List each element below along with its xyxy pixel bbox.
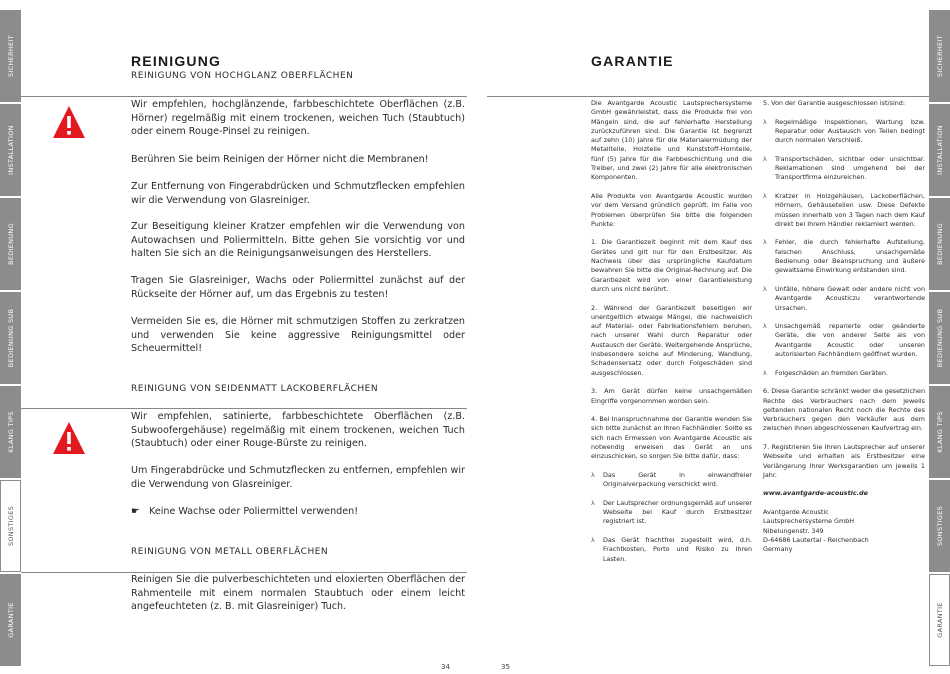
tab-bedienung-sub[interactable]: BEDIENUNG SUB xyxy=(0,292,21,384)
list-item: λ Fehler, die durch fehlerhafte Aufstellung, falschen Anschluss, unsachgemäße Bedienung oder Beanspruchung und äußere gewaltsame Einwirkung entstanden sind. xyxy=(763,238,925,275)
tab-sonstiges[interactable]: SONSTIGES xyxy=(929,480,950,572)
bullet-item: ☛ Keine Wachse oder Poliermittel verwenden! xyxy=(131,506,359,517)
divider xyxy=(487,96,929,97)
paragraph: 1. Die Garantiezeit beginnt mit dem Kauf des Gerätes und gilt nur für den Erstbesitzer. Als Nachweis über das ursprüngliche Kaufdatum bewahren Sie bitte die Original-Rechnung auf. Die Garantiezeit wird von einer Garantieleistung durch uns nicht berührt. xyxy=(591,238,752,293)
divider xyxy=(21,408,467,409)
paragraph: 5. Von der Garantie ausgeschlossen ist/sind: xyxy=(763,99,906,107)
address-line: D-64686 Lautertal - Reichenbach xyxy=(763,535,869,544)
website-link[interactable]: www.avantgarde-acoustic.de xyxy=(763,489,868,498)
lambda-bullet-icon: λ xyxy=(763,154,767,163)
paragraph: 6. Diese Garantie schränkt weder die gesetzlichen Rechte des Verbrauchers nach dem jeweils geltenden nationalen Recht noch die Rechte des Verbrauchers gegen den Verkäufer aus dem zwischen ihnen abgeschlossenen Kaufvertrag ein. xyxy=(763,387,925,433)
list-item: λ Das Gerät frachtfrei zugestellt wird, d.h. Frachtkosten, Porto und Risiko zu Ihren Lasten. xyxy=(591,535,752,563)
tab-garantie[interactable]: GARANTIE xyxy=(929,574,950,666)
page-title: REINIGUNG xyxy=(131,53,222,69)
divider xyxy=(21,96,467,97)
section-subtitle: REINIGUNG VON HOCHGLANZ OBERFLÄCHEN xyxy=(131,71,354,81)
lambda-bullet-icon: λ xyxy=(763,191,767,200)
paragraph: 2. Während der Garantiezeit beseitigen wir unentgeltlich etwaige Mängel, die nachweislich auf Material- oder Fabrikationsfehlern beruhen, nach unserer Wahl durch Reparatur oder Austausch der Geräte. Weitergehende Ansprüche, insbesondere solche auf Minderung, Wandlung, Schadensersatz oder durch Folgeschäden sind ausgeschlossen. xyxy=(591,303,752,377)
lambda-bullet-icon: λ xyxy=(763,322,767,331)
lambda-bullet-icon: λ xyxy=(763,117,767,126)
paragraph: Um Fingerabdrücke und Schmutzflecken zu entfernen, empfehlen wir die Verwendung von Glasreiniger. xyxy=(131,465,465,490)
tab-bedienung[interactable]: BEDIENUNG xyxy=(0,198,21,290)
lambda-bullet-icon: λ xyxy=(591,535,595,544)
paragraph: Wir empfehlen, satinierte, farbbeschichtete Oberflächen (z.B. Subwoofergehäuse) regelmäßig mit einem trockenen, weichen Tuch (Staubtuch) oder einer Rouge-Bürste zu reinigen. xyxy=(131,411,465,450)
list-item: λ Unfälle, höhere Gewalt oder andere nicht von Avantgarde Acousticzu verantwortende Ursachen. xyxy=(763,284,925,312)
lambda-bullet-icon: λ xyxy=(763,284,767,293)
list-item: λ Kratzer in Holzgehäusen, Lackoberflächen, Hörnern, Gehäuseteilen usw. Diese Defekte müssen innerhalb von 3 Tagen nach dem Kauf direkt bei Ihrem Händler reklamiert werden. xyxy=(763,191,925,228)
lambda-bullet-icon: λ xyxy=(591,470,595,479)
paragraph: Vermeiden Sie es, die Hörner mit schmutzigen Stoffen zu zerkratzen und verwenden Sie keine aggressive Reinigungsmittel oder Scheuermittel! xyxy=(131,316,465,355)
paragraph: 7. Registrieren Sie Ihren Lautsprecher auf unserer Webseite und erhalten als Erstbesitzer eine Verlängerung Ihrer Werksgarantien um jeweils 1 Jahr. xyxy=(763,442,925,479)
section-heading: REINIGUNG VON METALL OBERFLÄCHEN xyxy=(131,547,329,557)
tab-klang-tips[interactable]: KLANG TIPS xyxy=(929,386,950,478)
lambda-bullet-icon: λ xyxy=(591,498,595,507)
tab-installation[interactable]: INSTALLATION xyxy=(929,104,950,196)
list-item: λ Der Lautsprecher ordnungsgemäß auf unserer Webseite bei Kauf durch Erstbesitzer registriert ist. xyxy=(591,498,752,526)
left-section-tabs xyxy=(0,0,21,674)
list-item: λ Unsachgemäß reparierte oder geänderte Geräte, die von anderer Seite als von Avantgarde Acoustic oder unseren autorisierten Fachhändlern geöffnet wurden. xyxy=(763,322,925,359)
paragraph: Reinigen Sie die pulverbeschichteten und eloxierten Oberflächen der Rahmenteile mit einem normalen Staubtuch oder einem leicht angefeuchteten (z. B. mit Glasreiniger) Tuch. xyxy=(131,574,465,613)
page-number: 34 xyxy=(441,663,450,671)
tab-installation[interactable]: INSTALLATION xyxy=(0,104,21,196)
paragraph: 3. Am Gerät dürfen keine unsachgemäßen Eingriffe vorgenommen worden sein. xyxy=(591,387,752,405)
section-heading: REINIGUNG VON SEIDENMATT LACKOBERFLÄCHEN xyxy=(131,384,379,394)
address-line: Lautsprechersysteme GmbH xyxy=(763,517,855,526)
warranty-column-2 xyxy=(763,99,925,555)
tab-bedienung[interactable]: BEDIENUNG xyxy=(929,198,950,290)
tab-sicherheit[interactable]: SICHERHEIT xyxy=(0,10,21,102)
paragraph: Die Avantgarde Acoustic Lautsprechersysteme GmbH gewährleistet, dass die Produkte frei von Mängeln sind, die auf fehlerhafte Herstellung zurückzuführen sind. Die Garantie ist begrenzt auf zehn (10) Jahre für die Materialermüdung der Metallteile, Holzteile und Kunststoff-Hornteile, fünf (5) Jahre für die Farbbeschichtung und die Treiber, und zwei (2) Jahre für alle elektronischen Komponenten. xyxy=(591,99,752,182)
warning-icon xyxy=(52,105,86,139)
tab-bedienung-sub[interactable]: BEDIENUNG SUB xyxy=(929,292,950,384)
paragraph: Zur Entfernung von Fingerabdrücken und Schmutzflecken empfehlen wir die Verwendung von Glasreiniger. xyxy=(131,181,465,206)
address-line: Avantgarde Acoustic xyxy=(763,508,829,517)
paragraph: Tragen Sie Glasreiniger, Wachs oder Poliermittel zunächst auf der Rückseite der Hörner auf, um das Ergebnis zu testen! xyxy=(131,275,465,300)
right-section-tabs xyxy=(929,0,950,674)
page-title: GARANTIE xyxy=(591,53,674,69)
address-line: Germany xyxy=(763,545,793,554)
list-item: λ Folgeschäden an fremden Geräten. xyxy=(763,368,888,377)
paragraph: Alle Produkte von Avantgarde Acoustic wurden vor dem Versand gründlich geprüft. Im Falle von Problemen überprüfen Sie bitte die folgenden Punkte: xyxy=(591,191,752,228)
list-item: λ Das Gerät in einwandfreier Originalverpackung verschickt wird. xyxy=(591,470,752,489)
tab-sonstiges[interactable]: SONSTIGES xyxy=(0,480,21,572)
lambda-bullet-icon: λ xyxy=(763,368,767,377)
warning-icon xyxy=(52,421,86,455)
list-item: λ Transportschäden, sichtbar oder unsichtbar. Reklamationen sind umgehend bei der Transportfirma einzureichen. xyxy=(763,154,925,182)
paragraph: Zur Beseitigung kleiner Kratzer empfehlen wir die Verwendung von Autowachsen und Poliermitteln. Bitte gehen Sie vorsichtig vor und halten Sie sich an die Reinigungsanweisungen des Herstellers. xyxy=(131,221,465,260)
lambda-bullet-icon: λ xyxy=(763,238,767,247)
tab-klang-tips[interactable]: KLANG TIPS xyxy=(0,386,21,478)
tab-sicherheit[interactable]: SICHERHEIT xyxy=(929,10,950,102)
warranty-column-1 xyxy=(591,99,752,573)
tab-garantie[interactable]: GARANTIE xyxy=(0,574,21,666)
page-number: 35 xyxy=(501,663,510,671)
address-line: Nibelungenstr. 349 xyxy=(763,526,824,535)
pointing-hand-icon: ☛ xyxy=(131,506,140,517)
paragraph: 4. Bei Inanspruchnahme der Garantie wenden Sie sich bitte zunächst an Ihren Fachhändler. Sollte es sich nach Ermessen von Avantgarde Acoustic als notwendig erweisen das Gerät an uns einzuschicken, so sorgen Sie bitte dafür, dass: xyxy=(591,415,752,461)
paragraph: Wir empfehlen, hochglänzende, farbbeschichtete Oberflächen (z.B. Hörner) regelmäßig mit einem trockenen, weichen Tuch (Staubtuch) oder einem Rouge-Pinsel zu reinigen. xyxy=(131,99,465,138)
paragraph: Berühren Sie beim Reinigen der Hörner nicht die Membranen! xyxy=(131,154,429,165)
list-item: λ Regelmäßige Inspektionen, Wartung bzw. Reparatur oder Austausch von Teilen bedingt durch normalen Verschleiß. xyxy=(763,117,925,145)
